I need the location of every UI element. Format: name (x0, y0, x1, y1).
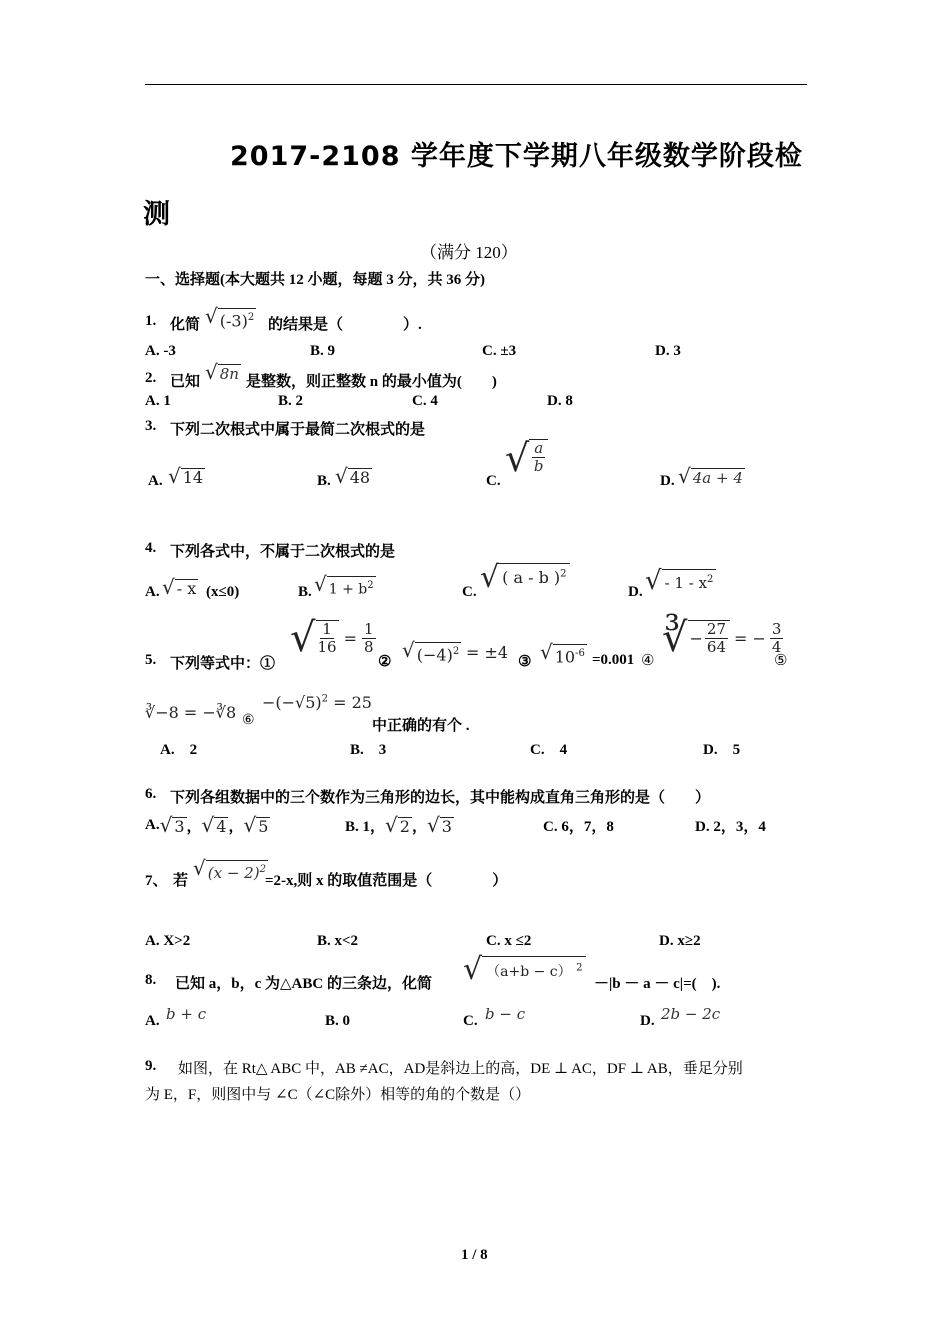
q1-expr: (-3) (219, 311, 248, 331)
q5-prefix: 下列等式中：① (170, 656, 276, 672)
q1-suffix: 的结果是（ ）. (268, 317, 422, 333)
q9-line-2: 为 E，F，则图中与 ∠C（∠C除外）相等的角的个数是（） (145, 1087, 531, 1103)
q6-number: 6. (145, 786, 157, 802)
q7-prefix: 若 (173, 873, 189, 889)
page-number: 1 / 8 (461, 1247, 488, 1263)
q4-option-b[interactable]: B. (298, 584, 312, 600)
q3-number: 3. (145, 418, 157, 434)
q5-option-d[interactable]: D. 5 (703, 742, 741, 758)
q1-option-a[interactable]: A. -3 (145, 343, 176, 359)
q8-option-a-expr: b + c (166, 1005, 207, 1023)
q9-line-1: 如图，在 Rt△ ABC 中，AB ≠AC，AD是斜边上的高，DE ⊥ AC，DF ⊥ AB，垂足分别 (178, 1061, 743, 1077)
q5-circle-5: ⑤ (774, 653, 788, 669)
q4-number: 4. (145, 540, 157, 556)
q2-expr: 8n (219, 365, 239, 383)
q5-option-c[interactable]: C. 4 (530, 742, 568, 758)
q3-option-c-expr: √ $\frac{a}{b}$ (505, 436, 548, 480)
q8-option-d-expr: 2b − 2c (661, 1005, 721, 1023)
q5-expr-3-result: =0.001 (592, 652, 635, 668)
q2-option-b[interactable]: B. 2 (278, 393, 304, 409)
q3-option-a-expr: √ 14 (168, 464, 204, 488)
q2-option-d[interactable]: D. 8 (547, 393, 573, 409)
q3-option-d[interactable]: D. (660, 473, 675, 489)
q6-text: 下列各组数据中的三个数作为三角形的边长，其中能构成直角三角形的是（ ） (170, 790, 711, 806)
q8-number: 8. (145, 972, 157, 988)
top-rule (145, 84, 807, 85)
q1-option-d[interactable]: D. 3 (655, 343, 681, 359)
q5-circle-2: ② (378, 654, 392, 670)
q4-option-c[interactable]: C. (462, 584, 477, 600)
q6-option-a[interactable]: A. √ 3 ， √ 4 ， √ 5 (145, 813, 269, 837)
q5-expr-5: ∛−8 = −∛8 (145, 703, 237, 722)
q5-option-a[interactable]: A. 2 (160, 742, 198, 758)
q3-text: 下列二次根式中属于最简二次根式的是 (170, 422, 426, 438)
q1-prefix: 化简 (170, 317, 201, 333)
q3-option-b-expr: √ 48 (335, 464, 371, 488)
q3-option-a[interactable]: A. (148, 473, 163, 489)
q1-option-c[interactable]: C. ±3 (482, 343, 517, 359)
q7-radical: √ $(x - 2)^2$ (193, 856, 266, 882)
q1-option-b[interactable]: B. 9 (310, 343, 336, 359)
q2-radical: √ 8n (205, 360, 239, 384)
q4-text: 下列各式中，不属于二次根式的是 (170, 544, 396, 560)
q8-prefix: 已知 a，b，c 为△ABC 的三条边，化简 (175, 976, 432, 992)
q5-expr-2: √ $(-4)^2$ (402, 638, 460, 665)
full-score: （满分 120） (420, 243, 518, 262)
q5-number: 5. (145, 652, 157, 668)
q4-option-b-expr: √ $1 + b^2$ (314, 572, 374, 598)
page-title-continued: 测 (143, 199, 171, 230)
page-title: 2017-2108 学年度下学期八年级数学阶段检 (230, 141, 803, 172)
q7-option-b[interactable]: B. x<2 (317, 933, 359, 949)
q3-option-b[interactable]: B. (317, 473, 331, 489)
q8-option-d[interactable]: D. (640, 1013, 655, 1029)
q8-option-c[interactable]: C. (463, 1013, 478, 1029)
q5-expr-2-result: = ±4 (466, 643, 509, 662)
q2-prefix: 已知 (170, 374, 201, 390)
q7-option-d[interactable]: D. x≥2 (659, 933, 701, 949)
q5-circle-4: ④ (641, 653, 655, 669)
q6-option-b[interactable]: B. 1， √ 2 ， √ 3 (345, 813, 452, 837)
q5-expr-1: √ $\frac{1}{16}$ = $\frac{1}{8}$ (290, 615, 374, 661)
q1-number: 1. (145, 313, 157, 329)
q3-option-c[interactable]: C. (486, 473, 501, 489)
q8-option-c-expr: b − c (485, 1005, 526, 1023)
q5-option-b[interactable]: B. 3 (350, 742, 387, 758)
q6-option-c[interactable]: C. 6，7，8 (543, 819, 614, 835)
q7-option-a[interactable]: A. X>2 (145, 933, 191, 949)
q1-radical: √ $(-3)^2$ (205, 304, 255, 331)
q2-suffix: 是整数，则正整数 n 的最小值为( ) (246, 374, 497, 390)
q7-number: 7、 (145, 873, 168, 889)
section-heading: 一、选择题(本大题共 12 小题，每题 3 分，共 36 分) (145, 272, 485, 288)
q4-option-d[interactable]: D. (628, 584, 643, 600)
q5-circle-3: ③ (518, 654, 532, 670)
q4-option-d-expr: √ - $1 - x^2$ (645, 566, 716, 596)
q5-circle-6: ⑥ (242, 713, 255, 728)
q5-expr-3: √ $10^{-6}$ (540, 640, 585, 667)
q8-option-a[interactable]: A. (145, 1013, 160, 1029)
q8-option-b[interactable]: B. 0 (325, 1013, 351, 1029)
q4-option-a[interactable]: A. (145, 584, 160, 600)
q5-suffix: 中正确的有个 . (372, 718, 470, 734)
q3-option-d-expr: √ 4a + 4 (678, 464, 743, 488)
q2-number: 2. (145, 370, 157, 386)
q9-number: 9. (145, 1058, 157, 1074)
q5-expr-4: ∛ − $\frac{27}{64}$ = − $\frac{3}{4}$ (662, 615, 782, 661)
q5-expr-6: $-(-√5)^2 = 25$ (262, 693, 372, 712)
q4-option-a-expr: √ - x (162, 575, 197, 599)
q2-option-c[interactable]: C. 4 (412, 393, 438, 409)
q8-suffix: －|b － a － c|=( ). (594, 976, 721, 992)
q7-suffix: =2-x,则 x 的取值范围是（ ） (265, 873, 508, 889)
q8-radical: √ （a+b − c） $^2$ (463, 953, 586, 987)
q4-option-c-expr: √ ( a - b )$^2$ (480, 560, 570, 596)
q6-option-d[interactable]: D. 2，3，4 (695, 819, 766, 835)
q7-option-c[interactable]: C. x ≤2 (486, 933, 532, 949)
q4-option-a-condition: (x≤0) (206, 584, 240, 600)
q2-option-a[interactable]: A. 1 (145, 393, 171, 409)
